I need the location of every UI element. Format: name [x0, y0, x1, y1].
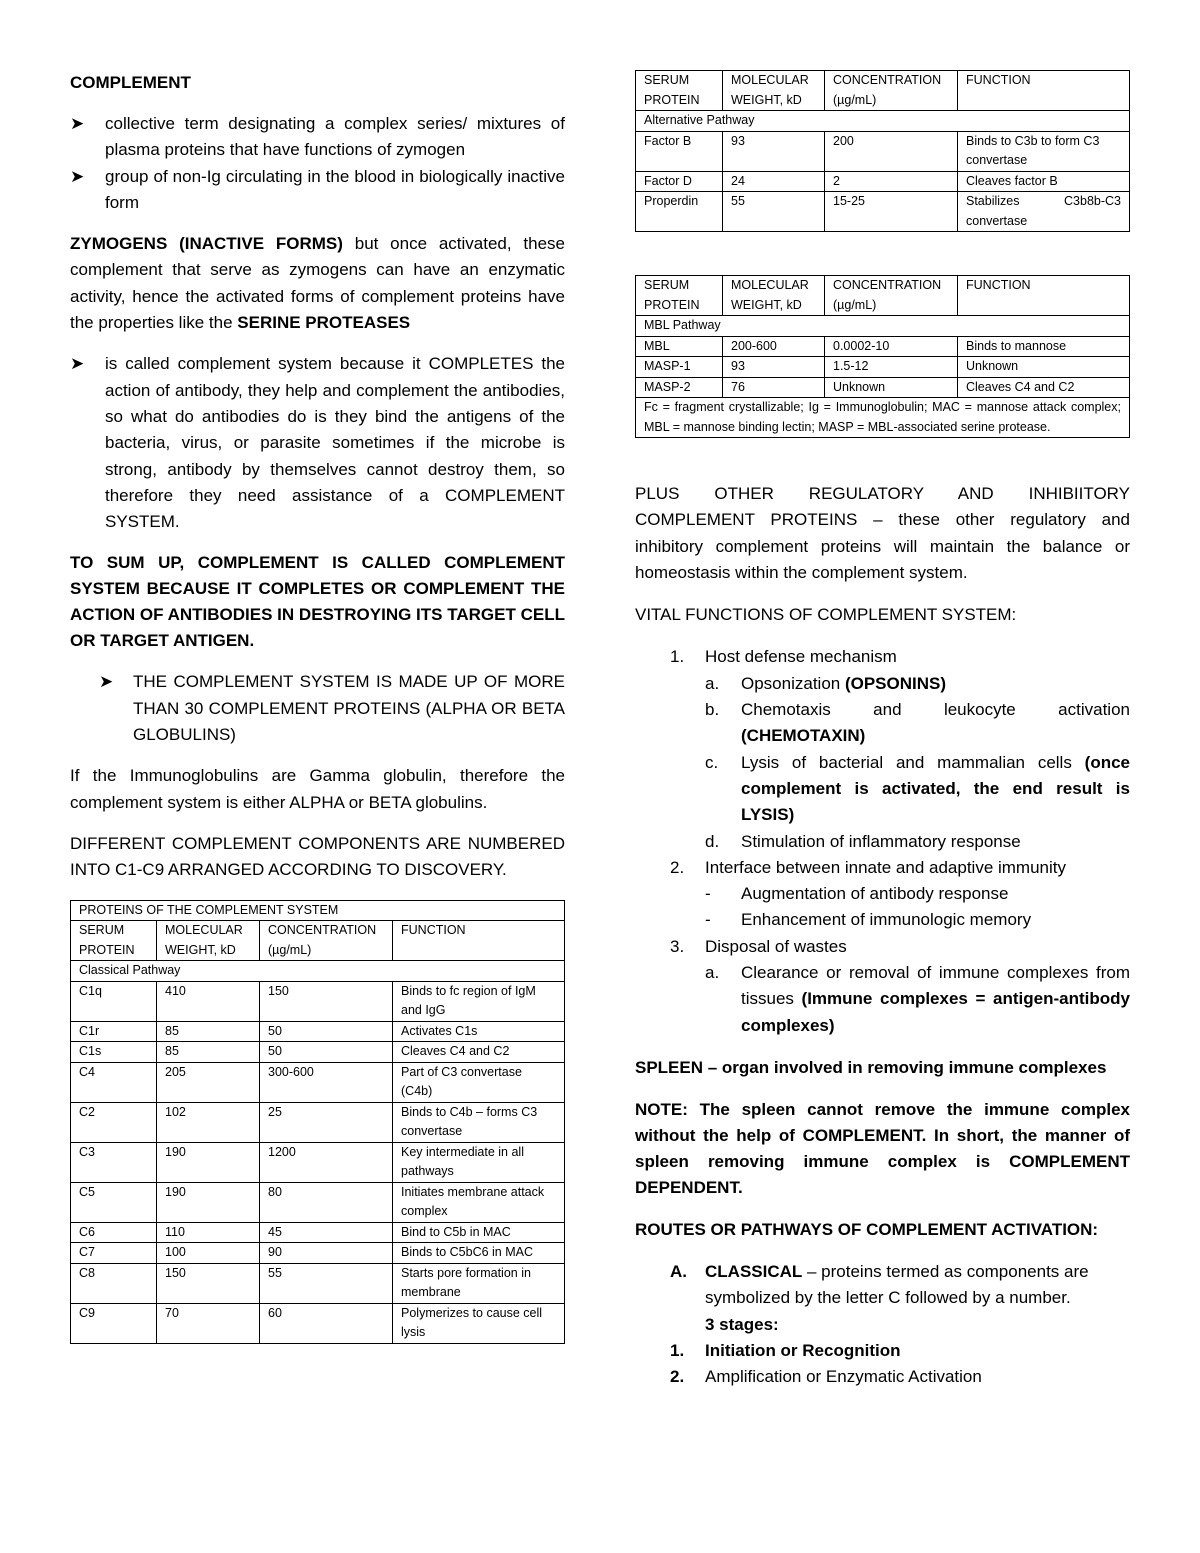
- zymogen-paragraph: ZYMOGENS (INACTIVE FORMS) but once activated, these complement that serve as zymogens can have an enzymatic activity, hence the activated forms of complement proteins have the properties like the SERINE PROTEASES: [70, 234, 565, 333]
- table-row: C9 70 60 Polymerizes to cause cell lysis: [71, 1303, 565, 1343]
- list-item: ➤ group of non-Ig circulating in the blood in biologically inactive form: [70, 164, 565, 217]
- immunoglobulin-paragraph: If the Immunoglobulins are Gamma globulin, therefore the complement system is either ALPHA or BETA globulins.: [70, 766, 565, 812]
- list-item: 2. Interface between innate and adaptive immunity: [670, 857, 1067, 877]
- table-header-row: SERUM PROTEIN MOLECULAR WEIGHT, kD CONCENTRATION (µg/mL) FUNCTION: [636, 276, 1130, 316]
- list-item: A. CLASSICAL – proteins termed as components are symbolized by the letter C followed by a number.: [670, 1261, 1089, 1308]
- vital-functions-heading: VITAL FUNCTIONS OF COMPLEMENT SYSTEM:: [635, 605, 1017, 625]
- table-row: Properdin 55 15-25 Stabilizes C3b8b-C3 convertase: [636, 192, 1130, 232]
- arrow-bullet-icon: ➤: [70, 114, 85, 133]
- table-row: C4 205 300-600 Part of C3 convertase (C4b): [71, 1062, 565, 1102]
- table-row: C7 100 90 Binds to C5bC6 in MAC: [71, 1243, 565, 1264]
- table-caption: PROTEINS OF THE COMPLEMENT SYSTEM: [71, 900, 565, 921]
- vital-functions-list: [635, 644, 1130, 1038]
- alternative-pathway-table: [635, 70, 1130, 232]
- table-section-label: Classical Pathway: [71, 961, 565, 982]
- heading-complement: COMPLEMENT: [70, 73, 191, 92]
- list-item: 3 stages:: [705, 1314, 779, 1334]
- arrow-bullet-icon: ➤: [70, 166, 85, 186]
- spleen-paragraph: SPLEEN – organ involved in removing immune complexes: [635, 1057, 1107, 1077]
- table-row: C3 190 1200 Key intermediate in all pathways: [71, 1142, 565, 1182]
- list-item: b. Chemotaxis and leukocyte activation (CHEMOTAXIN): [705, 700, 1130, 746]
- table-row: MBL 200-600 0.0002-10 Binds to mannose: [636, 336, 1130, 357]
- list-item: a. Opsonization (OPSONINS): [705, 673, 947, 693]
- table-row: MASP-1 93 1.5-12 Unknown: [636, 357, 1130, 378]
- table-row: C1r 85 50 Activates C1s: [71, 1021, 565, 1042]
- note-paragraph: NOTE: The spleen cannot remove the immune complex without the help of COMPLEMENT. In short, the manner of spleen removing immune complex is COMPLEMENT DEPENDENT.: [635, 1099, 1130, 1197]
- different-components-paragraph: DIFFERENT COMPLEMENT COMPONENTS ARE NUMBERED INTO C1-C9 ARRANGED ACCORDING TO DISCOVERY.: [70, 833, 565, 880]
- list-item: d. Stimulation of inflammatory response: [705, 831, 1021, 851]
- list-item: 1. Host defense mechanism: [670, 647, 897, 667]
- sum-up-paragraph: TO SUM UP, COMPLEMENT IS CALLED COMPLEMENT SYSTEM BECAUSE IT COMPLETES OR COMPLEMENT THE ACTION OF ANTIBODIES IN DESTROYING ITS TARGET CELL OR TARGET ANTIGEN.: [70, 553, 565, 651]
- table-row: C2 102 25 Binds to C4b – forms C3 convertase: [71, 1102, 565, 1142]
- list-item: c. Lysis of bacterial and mammalian cells (once complement is activated, the end result is LYSIS): [705, 752, 1130, 825]
- list-item: - Enhancement of immunologic memory: [705, 910, 1032, 930]
- table-section-label: MBL Pathway: [636, 316, 1130, 337]
- list-item: ➤ collective term designating a complex series/ mixtures of plasma proteins that have functions of zymogen: [70, 111, 565, 164]
- definition-list: [70, 111, 565, 216]
- table-row: C1q 410 150 Binds to fc region of IgM and IgG: [71, 981, 565, 1021]
- routes-heading: ROUTES OR PATHWAYS OF COMPLEMENT ACTIVATION:: [635, 1219, 1099, 1239]
- classical-pathway-section: [635, 1259, 1130, 1390]
- list-item: ➤ is called complement system because it COMPLETES the action of antibody, they help and complement the antibodies, so what do antibodies do is they bind the antigens of the bacteria, virus, or parasite sometimes if the microbe is strong, antibody by themselves cannot destroy them, so therefore they need assistance of a COMPLEMENT SYSTEM.: [70, 351, 565, 535]
- list-item: ➤ THE COMPLEMENT SYSTEM IS MADE UP OF MORE THAN 30 COMPLEMENT PROTEINS (ALPHA OR BETA GLOBULINS): [70, 669, 565, 748]
- right-column: [635, 70, 1130, 1390]
- list-item: 2. Amplification or Enzymatic Activation: [670, 1367, 982, 1387]
- list-item: 3. Disposal of wastes: [670, 936, 847, 956]
- table-header-row: SERUM PROTEIN MOLECULAR WEIGHT, kD CONCENTRATION (µg/mL) FUNCTION: [636, 71, 1130, 111]
- table-row: Factor B 93 200 Binds to C3b to form C3 convertase: [636, 131, 1130, 171]
- list-item: 1. Initiation or Recognition: [670, 1340, 901, 1360]
- table-row: Factor D 24 2 Cleaves factor B: [636, 171, 1130, 192]
- table-row: C1s 85 50 Cleaves C4 and C2: [71, 1042, 565, 1063]
- table-footnote: Fc = fragment crystallizable; Ig = Immunoglobulin; MAC = mannose attack complex; MBL = mannose binding lectin; MASP = MBL-associated serine protease.: [636, 398, 1130, 438]
- table-row: MASP-2 76 Unknown Cleaves C4 and C2: [636, 377, 1130, 398]
- regulatory-paragraph: PLUS OTHER REGULATORY AND INHIBIITORY COMPLEMENT PROTEINS – these other regulatory and inhibitory complement proteins will maintain the balance or homeostasis within the complement system.: [635, 484, 1130, 582]
- left-column: [70, 70, 565, 1344]
- table-header-row: SERUM PROTEIN MOLECULAR WEIGHT, kD CONCENTRATION (µg/mL) FUNCTION: [71, 921, 565, 961]
- table-row: C8 150 55 Starts pore formation in membrane: [71, 1263, 565, 1303]
- list-item: - Augmentation of antibody response: [705, 884, 1009, 904]
- list-item: a. Clearance or removal of immune complexes from tissues (Immune complexes = antigen-antibody complexes): [705, 963, 1130, 1035]
- arrow-bullet-icon: ➤: [99, 672, 114, 692]
- table-row: C6 110 45 Bind to C5b in MAC: [71, 1222, 565, 1243]
- table-section-label: Alternative Pathway: [636, 111, 1130, 132]
- arrow-bullet-icon: ➤: [70, 354, 85, 374]
- mbl-pathway-table: [635, 275, 1130, 438]
- table-row: C5 190 80 Initiates membrane attack complex: [71, 1182, 565, 1222]
- complement-proteins-table: [70, 900, 565, 1344]
